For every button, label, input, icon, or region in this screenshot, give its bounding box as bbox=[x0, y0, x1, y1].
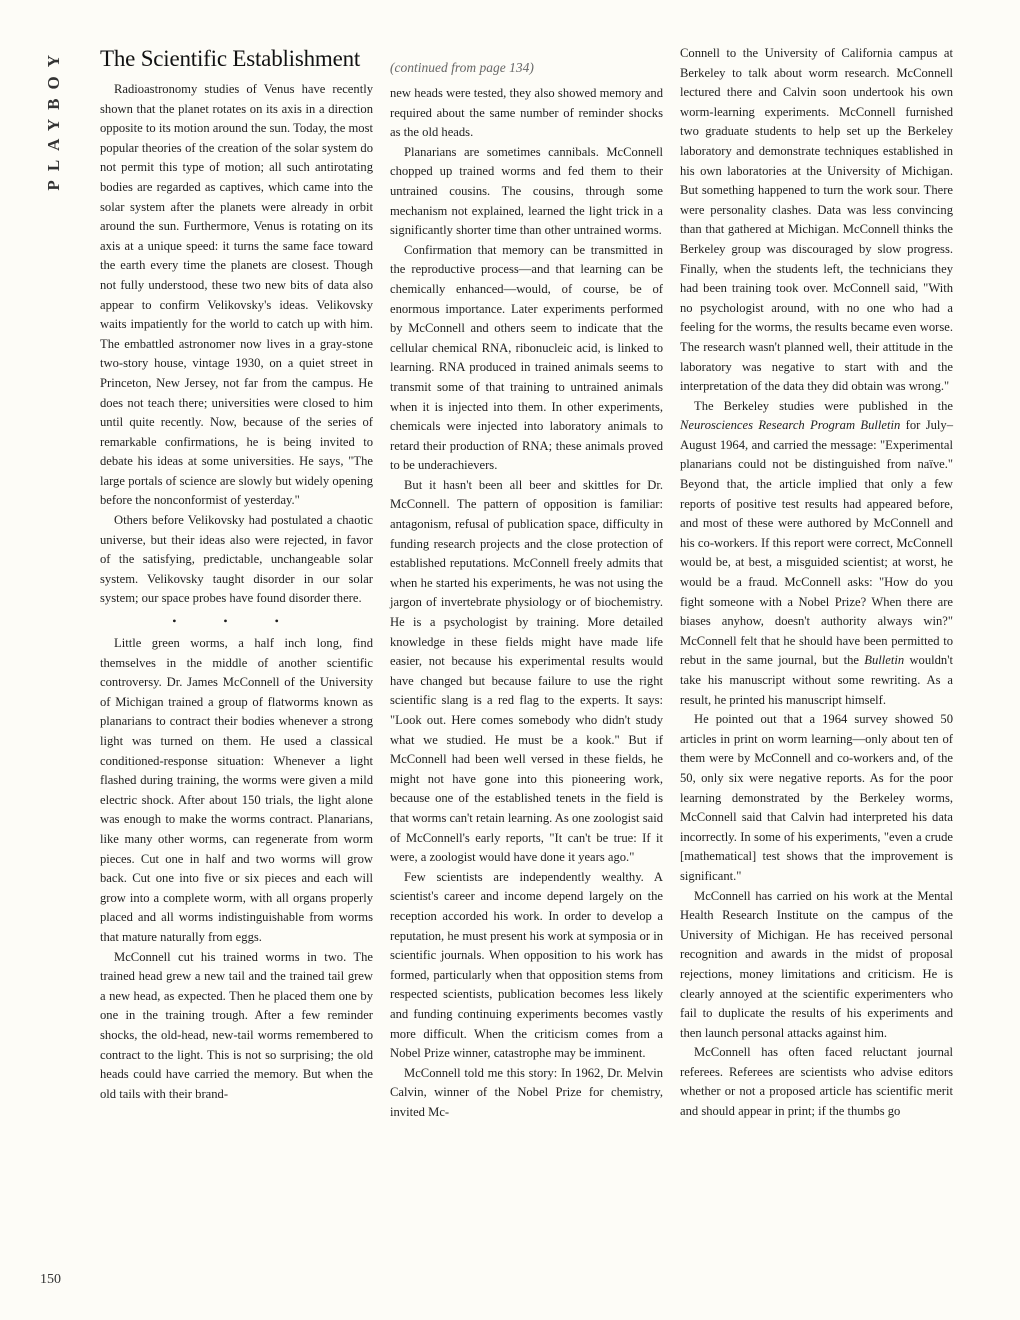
journal-title: Bulletin bbox=[864, 653, 905, 668]
paragraph: Planarians are sometimes cannibals. McConnell chopped up trained worms and fed them to their untrained cousins. The cousins, through some mechanism not explained, learned the light trick in a significantly shorter time than other untrained worms. bbox=[390, 144, 663, 238]
paragraph: McConnell has carried on his work at the Mental Health Research Institute on the campus of the University of Michigan. He has received personal recognition and awards in the midst of proposal rejections, money limitations and criticism. He is clearly annoyed at the scientific experimenters who fail to duplicate the results of his experiments and then launch personal attacks against him. bbox=[680, 888, 953, 1040]
magazine-name: PLAYBOY bbox=[44, 46, 63, 191]
page-number: 150 bbox=[40, 1272, 61, 1287]
paragraph-text: wouldn't take his manuscript without some rewriting. As a result, he printed his manuscript himself. bbox=[680, 653, 953, 707]
paragraph bbox=[680, 397, 953, 711]
paragraph: Radioastronomy studies of Venus have recently shown that the planet rotates on its axis in a direction opposite to its motion around the sun. Today, the most popular theories of the creation of the solar system do not permit this type of motion; all such antirotating bodies are regarded as captives, which came into the solar system after the planets were already in orbit around the sun. Furthermore, Venus is rotating on its axis at a unique speed: it turns the same face toward the earth every time the planets are closest. Though not fully understood, these two new bits of data also appear to confirm Velikovsky's ideas. Velikovsky waits impatiently for the world to catch up with him. The embattled astronomer now lives in a gray-stone two-story house, vintage 1930, on a quiet street in Princeton, New Jersey, not far from the campus. He does not teach there; universities were closed to him until quite recently. Now, because of the series of remarkable confirmations, he is being invited to debate his ideas at some universities. He says, "The large portals of science are slowly but widely opening before the nonconformist of yesterday." bbox=[100, 82, 373, 508]
paragraph: Connell to the University of California campus at Berkeley to talk about worm research. McConnell lectured there and Calvin soon undertook his own worm-learning experiments. McConnell furnished two graduate students to help set up the Berkeley laboratory and demonstrate techniques established in his own laboratories at the University of Michigan. But something happened to turn the work sour. There were personality clashes. Data was less convincing than that gathered at Michigan. McConnell thinks the Berkeley group was discouraged by slow progress. Finally, when the students left, the technicians they had been training took over. McConnell said, "With no psychologist around, with no one who had a feeling for the worms, the results became even worse. The research wasn't planned well, their attitude in the laboratory was negative to start with and the interpretation of the data they did obtain was wrong." bbox=[680, 46, 953, 394]
paragraph: McConnell has often faced reluctant journal referees. Referees are scientists who advise editors whether or not a proposed article has scientific merit and should appear in print; if the thumbs go bbox=[680, 1045, 953, 1119]
paragraph: Others before Velikovsky had postulated a chaotic universe, but their ideas also were rejected, in favor of the satisfying, predictable, unchangeable solar system. Velikovsky taught disorder in our solar system; our space probes have found disorder there. bbox=[100, 513, 373, 606]
article-headline: The Scientific Establishment bbox=[100, 46, 361, 71]
paragraph: Confirmation that memory can be transmitted in the reproductive process—and that learning can be chemically enhanced—would, of course, be of enormous importance. Later experiments performed by McConnell and others seem to indicate that the cellular chemical RNA, ribonucleic acid, is linked to learning. RNA produced in trained animals seems to transmit some of that training to untrained animals when it is injected into them. In other experiments, chemicals were injected into laboratory animals to retard their production of RNA; these animals proved to be underachievers. bbox=[390, 242, 663, 473]
paragraph-text: for July–August 1964, and carried the message: "Experimental planarians could not be distinguished from naïve." Beyond that, the article implied that only a few reports of positive test results had appeared before, and most of these were authored by McConnell and his co-workers. If this report were correct, McConnell would be, at best, a misguided scientist; at worst, he would be a fraud. McConnell asks: "How do you fight someone with a Nobel Prize? When there are biases anyhow, doesn't authority always win?" McConnell felt that he should have been permitted to rebut in the same journal, but the bbox=[680, 418, 953, 668]
paragraph: new heads were tested, they also showed memory and required about the same number of reminder shocks as the old heads. bbox=[390, 86, 663, 140]
paragraph: Little green worms, a half inch long, find themselves in the middle of another scientific controversy. Dr. James McConnell of the University of Michigan trained a group of flatworms known as planarians to contract their bodies whenever a strong light was turned on them. He used a classical conditioned-response situation: Whenever a light flashed during training, the worms were given a mild electric shock. After about 150 trials, the light alone was enough to make the worms contract. Planarians, like many other worms, can regenerate from worm pieces. Cut one in half and two worms will grow back. Cut one into five or six pieces and each will grow into a complete worm, with all organs properly placed and all worms indistinguishable from worms that mature naturally from eggs. bbox=[100, 636, 373, 944]
column-1 bbox=[100, 80, 373, 1104]
column-3 bbox=[680, 44, 953, 1122]
column-2 bbox=[390, 58, 663, 1122]
paragraph-text: The Berkeley studies were published in the bbox=[694, 398, 953, 413]
paragraph: But it hasn't been all beer and skittles for Dr. McConnell. The pattern of opposition is familiar: antagonism, refusal of publication space, difficulty in funding research projects and the close protection of established reputations. McConnell freely admits that when he started his experiments, he was not using the jargon of invertebrate physiology or of biochemistry. He is a psychologist by training. More detailed knowledge in these fields might have made life easier, not because his experimental results would have changed but because failure to use the right scientific slang is a red flag to the experts. It says: "Look out. Here comes somebody who didn't study what we studied. He must be a kook." But if McConnell had been well versed in these fields, he might not have gone into this pioneering work, because one of the established tenets in the field is that worms can't retain learning. As one zoologist said of McConnell's early reports, "It can't be true: If it were, a zoologist would have done it years ago." bbox=[390, 477, 663, 865]
paragraph: He pointed out that a 1964 survey showed 50 articles in print on worm learning—only about ten of them were by McConnell and co-workers and, of the 50, only six were negative reports. As for the poor learning demonstrated by the Berkeley worms, McConnell said that Calvin had interpreted his data incorrectly. In some of his experiments, "even a crude [mathematical] test shows that the improvement is significant." bbox=[680, 712, 953, 883]
paragraph: Few scientists are independently wealthy. A scientist's career and income depend largely on the reception accorded his work. In order to develop a reputation, he must present his work at symposia or in scientific journals. When opposition to his work has formed, particularly when that opposition stems from respected scientists, publication becomes less likely and funding continuing experiments becomes vastly more difficult. When the criticism comes from a Nobel Prize winner, catastrophe may be imminent. bbox=[390, 869, 663, 1061]
paragraph: McConnell cut his trained worms in two. The trained head grew a new tail and the trained tail grew a new head, as expected. Then he placed them one by one in the training trough. After a few reminder shocks, the old-head, new-tail worms remembered to contract to the light. This is not so surprising; the old heads could have carried the memory. But when the old tails with their brand- bbox=[100, 949, 373, 1101]
paragraph: McConnell told me this story: In 1962, Dr. Melvin Calvin, winner of the Nobel Prize for chemistry, invited Mc- bbox=[390, 1065, 663, 1119]
section-divider: • • • bbox=[172, 614, 301, 629]
continued-note: (continued from page 134) bbox=[390, 60, 534, 75]
journal-title: Neurosciences Research Program Bulletin bbox=[680, 418, 901, 433]
